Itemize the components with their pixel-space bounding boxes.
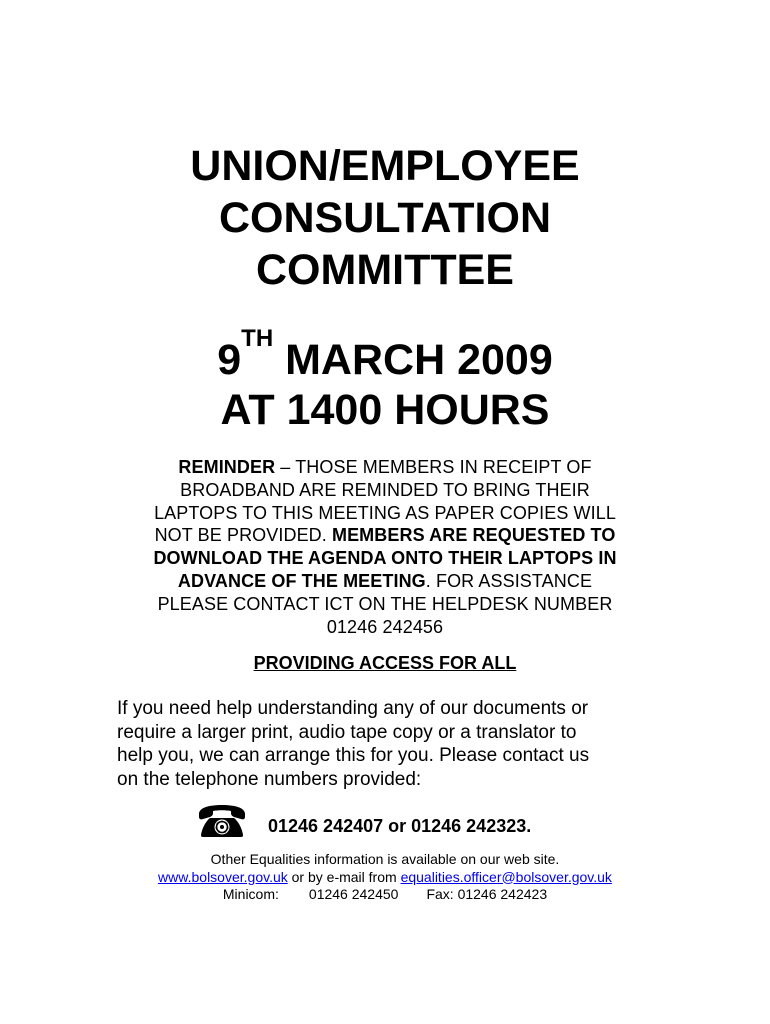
reminder-bold-5: DOWNLOAD THE AGENDA ONTO THEIR LAPTOPS IN <box>153 548 617 569</box>
reminder-line-4 <box>110 524 660 547</box>
committee-title <box>0 140 770 296</box>
telephone-icon <box>196 804 248 838</box>
reminder-line-1 <box>110 456 660 479</box>
date-line <box>0 325 770 385</box>
website-link[interactable]: www.bolsover.gov.uk <box>158 868 288 885</box>
email-link[interactable]: equalities.officer@bolsover.gov.uk <box>400 868 612 885</box>
footer-line-2 <box>0 869 770 887</box>
footer-line-3 <box>0 886 770 904</box>
access-line-1: If you need help understanding any of our documents or <box>117 698 589 719</box>
reminder-line-5 <box>110 547 660 570</box>
reminder-line-7: PLEASE CONTACT ICT ON THE HELPDESK NUMBER <box>157 593 613 614</box>
title-line-2: CONSULTATION <box>218 194 551 242</box>
reminder-bold-4: MEMBERS ARE REQUESTED TO <box>331 525 616 546</box>
reminder-text-1: – THOSE MEMBERS IN RECEIPT OF <box>275 457 592 477</box>
meeting-date <box>0 325 770 435</box>
meeting-time: AT 1400 HOURS <box>220 386 550 434</box>
footer-contact <box>0 851 770 904</box>
phone-contact-row <box>196 802 616 844</box>
reminder-label: REMINDER <box>178 457 276 477</box>
date-month-year: MARCH 2009 <box>273 336 553 384</box>
footer-line-1: Other Equalities information is available on our web site. <box>210 851 560 867</box>
access-heading: PROVIDING ACCESS FOR ALL <box>253 653 517 673</box>
access-line-4: on the telephone numbers provided: <box>117 768 422 790</box>
access-paragraph <box>117 697 677 791</box>
title-line-1: UNION/EMPLOYEE <box>190 142 580 190</box>
reminder-notice <box>110 456 660 638</box>
minicom-label: Minicom: <box>222 886 279 902</box>
email-prefix: or by e-mail from <box>287 868 401 885</box>
date-day: 9 <box>217 336 242 384</box>
title-line-3: COMMITTEE <box>256 246 514 294</box>
reminder-bold-6: ADVANCE OF THE MEETING <box>177 570 426 591</box>
access-line-3: help you, we can arrange this for you. Please contact us <box>117 745 590 766</box>
access-line-2: require a larger print, audio tape copy or a translator to <box>117 721 577 743</box>
reminder-text-4: NOT BE PROVIDED. <box>154 525 332 546</box>
reminder-text-6: . FOR ASSISTANCE <box>425 570 593 591</box>
reminder-line-6 <box>110 570 660 593</box>
helpdesk-number: 01246 242456 <box>326 616 444 637</box>
reminder-line-2: BROADBAND ARE REMINDED TO BRING THEIR <box>180 479 590 500</box>
reminder-line-3: LAPTOPS TO THIS MEETING AS PAPER COPIES WILL <box>154 502 616 523</box>
fax-number: Fax: 01246 242423 <box>426 886 548 902</box>
date-suffix: TH <box>241 325 274 352</box>
phone-numbers: 01246 242407 or 01246 242323. <box>268 816 532 836</box>
minicom-number: 01246 242450 <box>308 886 399 902</box>
